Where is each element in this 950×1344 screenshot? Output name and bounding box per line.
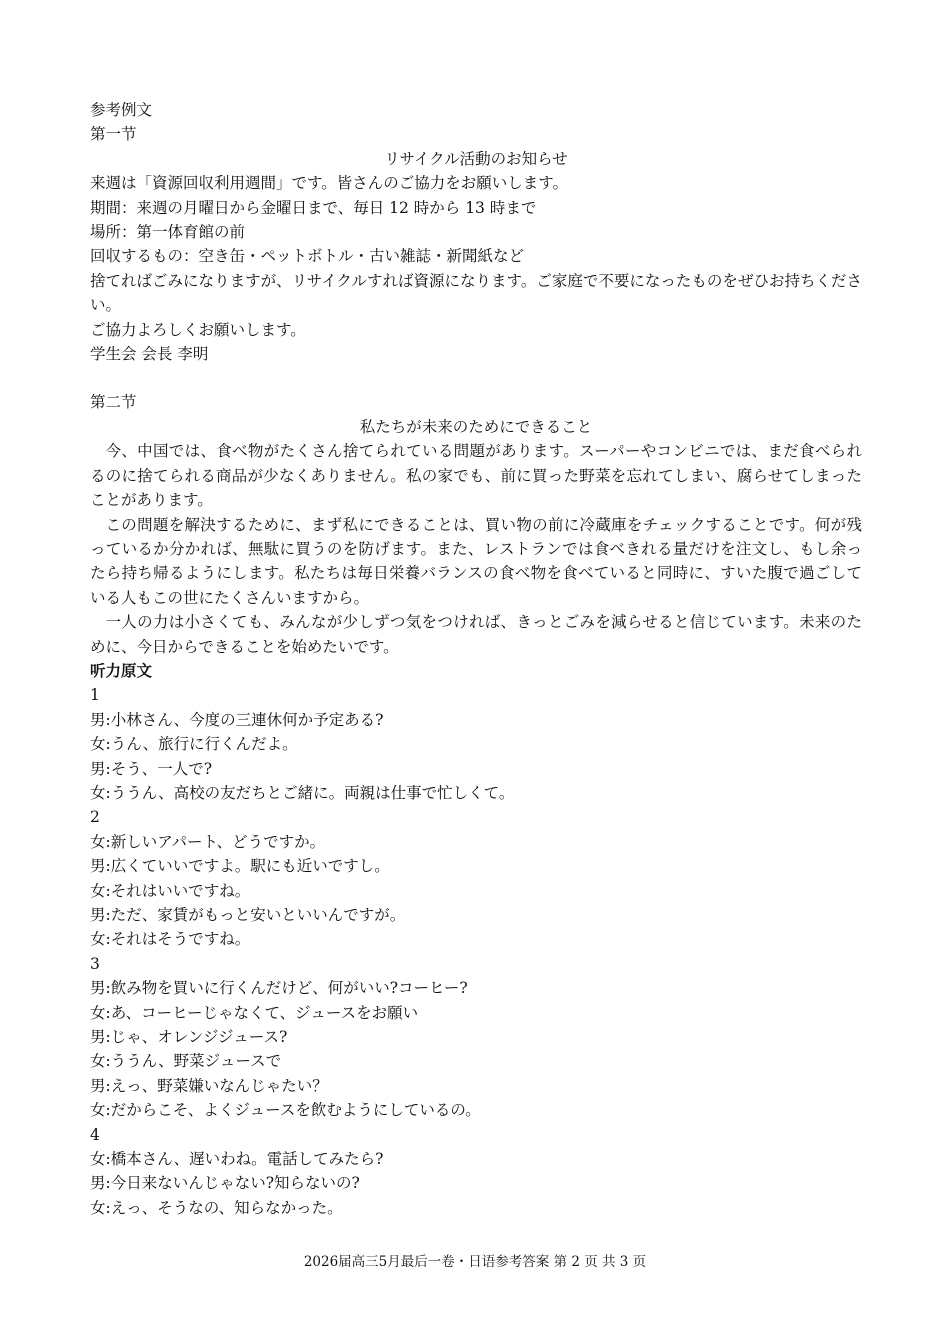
dialogue-number: 2 [90,808,100,827]
dialogue-line: 男:飲み物を買いに行くんだけど、何がいい?コーヒー? [90,979,468,998]
dialogue-number: 3 [90,954,100,973]
dialogue-line: 女:うん、旅行に行くんだよ。 [90,735,298,754]
notice-line: ご協力よろしくお願いします。 [90,320,306,339]
dialogue-number: 1 [90,686,100,705]
notice-signature: 学生会 会長 李明 [90,345,209,364]
notice-line: 来週は「資源回収利用週間」です。皆さんのご協力をお願いします。 [90,174,569,193]
notice-line: 回収するもの：空き缶・ペットボトル・古い雑誌・新聞紙など [90,247,525,266]
section1-label: 第一节 [90,125,137,144]
essay-paragraph: 一人の力は小さくても、みんなが少しずつ気をつければ、きっとごみを減らせると信じています。未来のために、今日からできることを始めたいです。 [90,613,862,656]
page-footer: 2026届高三5月最后一卷・日语参考答案 第 2 页 共 3 页 [303,1254,647,1270]
section1-title: リサイクル活動のお知らせ [384,149,568,168]
notice-line: 捨てればごみになりますが、リサイクルすれば資源になります。ご家庭で不要になったものをぜひお持ちください。 [90,271,863,315]
document-body [90,98,862,1220]
dialogue-line: 女:橋本さん、遅いわね。電話してみたら? [90,1150,384,1169]
dialogue-line: 男:ただ、家賃がもっと安いといいんですが。 [90,906,406,924]
dialogue-line: 女:ううん、野菜ジュースで [90,1052,282,1071]
dialogue-line: 女:新しいアパート、どうですか。 [90,832,326,851]
essay-paragraph: 今、中国では、食べ物がたくさん捨てられている問題があります。スーパーやコンビニでは、まだ食べられるのに捨てられる商品が少なくありません。私の家でも、前に買った野菜を忘れてしまい、腐らせてしまったことがあります。 [90,442,863,510]
dialogue-line: 女:それはそうですね。 [90,930,251,949]
section2-label: 第二节 [90,393,137,412]
dialogue-line: 男:えっ、野菜嫌いなんじゃたい？ [90,1076,328,1095]
dialogue-number: 4 [90,1125,100,1144]
notice-line: 場所：第一体育館の前 [90,223,246,242]
dialogue-line: 女:それはいいですね。 [90,881,251,900]
dialogue-line: 女:ううん、高校の友だちとご緒に。両親は仕事で忙しくて。 [90,783,515,802]
essay-heading: 参考例文 [90,101,153,119]
dialogue-line: 女:えっ、そうなの、知らなかった。 [90,1198,343,1217]
notice-line: 期間：来週の月曜日から金曜日まで、毎日 12 時から 13 時まで [90,198,537,217]
dialogue-line: 男:小林さん、今度の三連休何か予定ある? [90,710,384,729]
dialogue-line: 男:広くていいですよ。駅にも近いですし。 [90,857,390,876]
dialogue-line: 男:今日来ないんじゃない?知らないの? [90,1174,360,1193]
essay-paragraph: この問題を解決するために、まず私にできることは、買い物の前に冷蔵庫をチェックすることです。何が残っているか分かれば、無駄に買うのを防げます。また、レストランでは食べきれる量だけを注文し、もし余ったら持ち帰るようにします。私たちは毎日栄養バランスの食べ物を食べていると同時に、すいた腹で過ごしている人もこの世にたくさんいますから。 [90,515,862,607]
dialogue-line: 女:あ、コーヒーじゃなくて、ジュースをお願い [90,1003,419,1022]
spacer [90,366,862,390]
dialogue-line: 男:じゃ、オレンジジュース? [90,1028,288,1047]
dialogue-line: 女:だからこそ、よくジュースを飲むようにしているの。 [90,1101,481,1120]
section2-title: 私たちが未来のためにできること [359,417,593,436]
dialogue-line: 男:そう、一人で? [90,759,213,778]
listening-heading: 听力原文 [90,661,153,680]
